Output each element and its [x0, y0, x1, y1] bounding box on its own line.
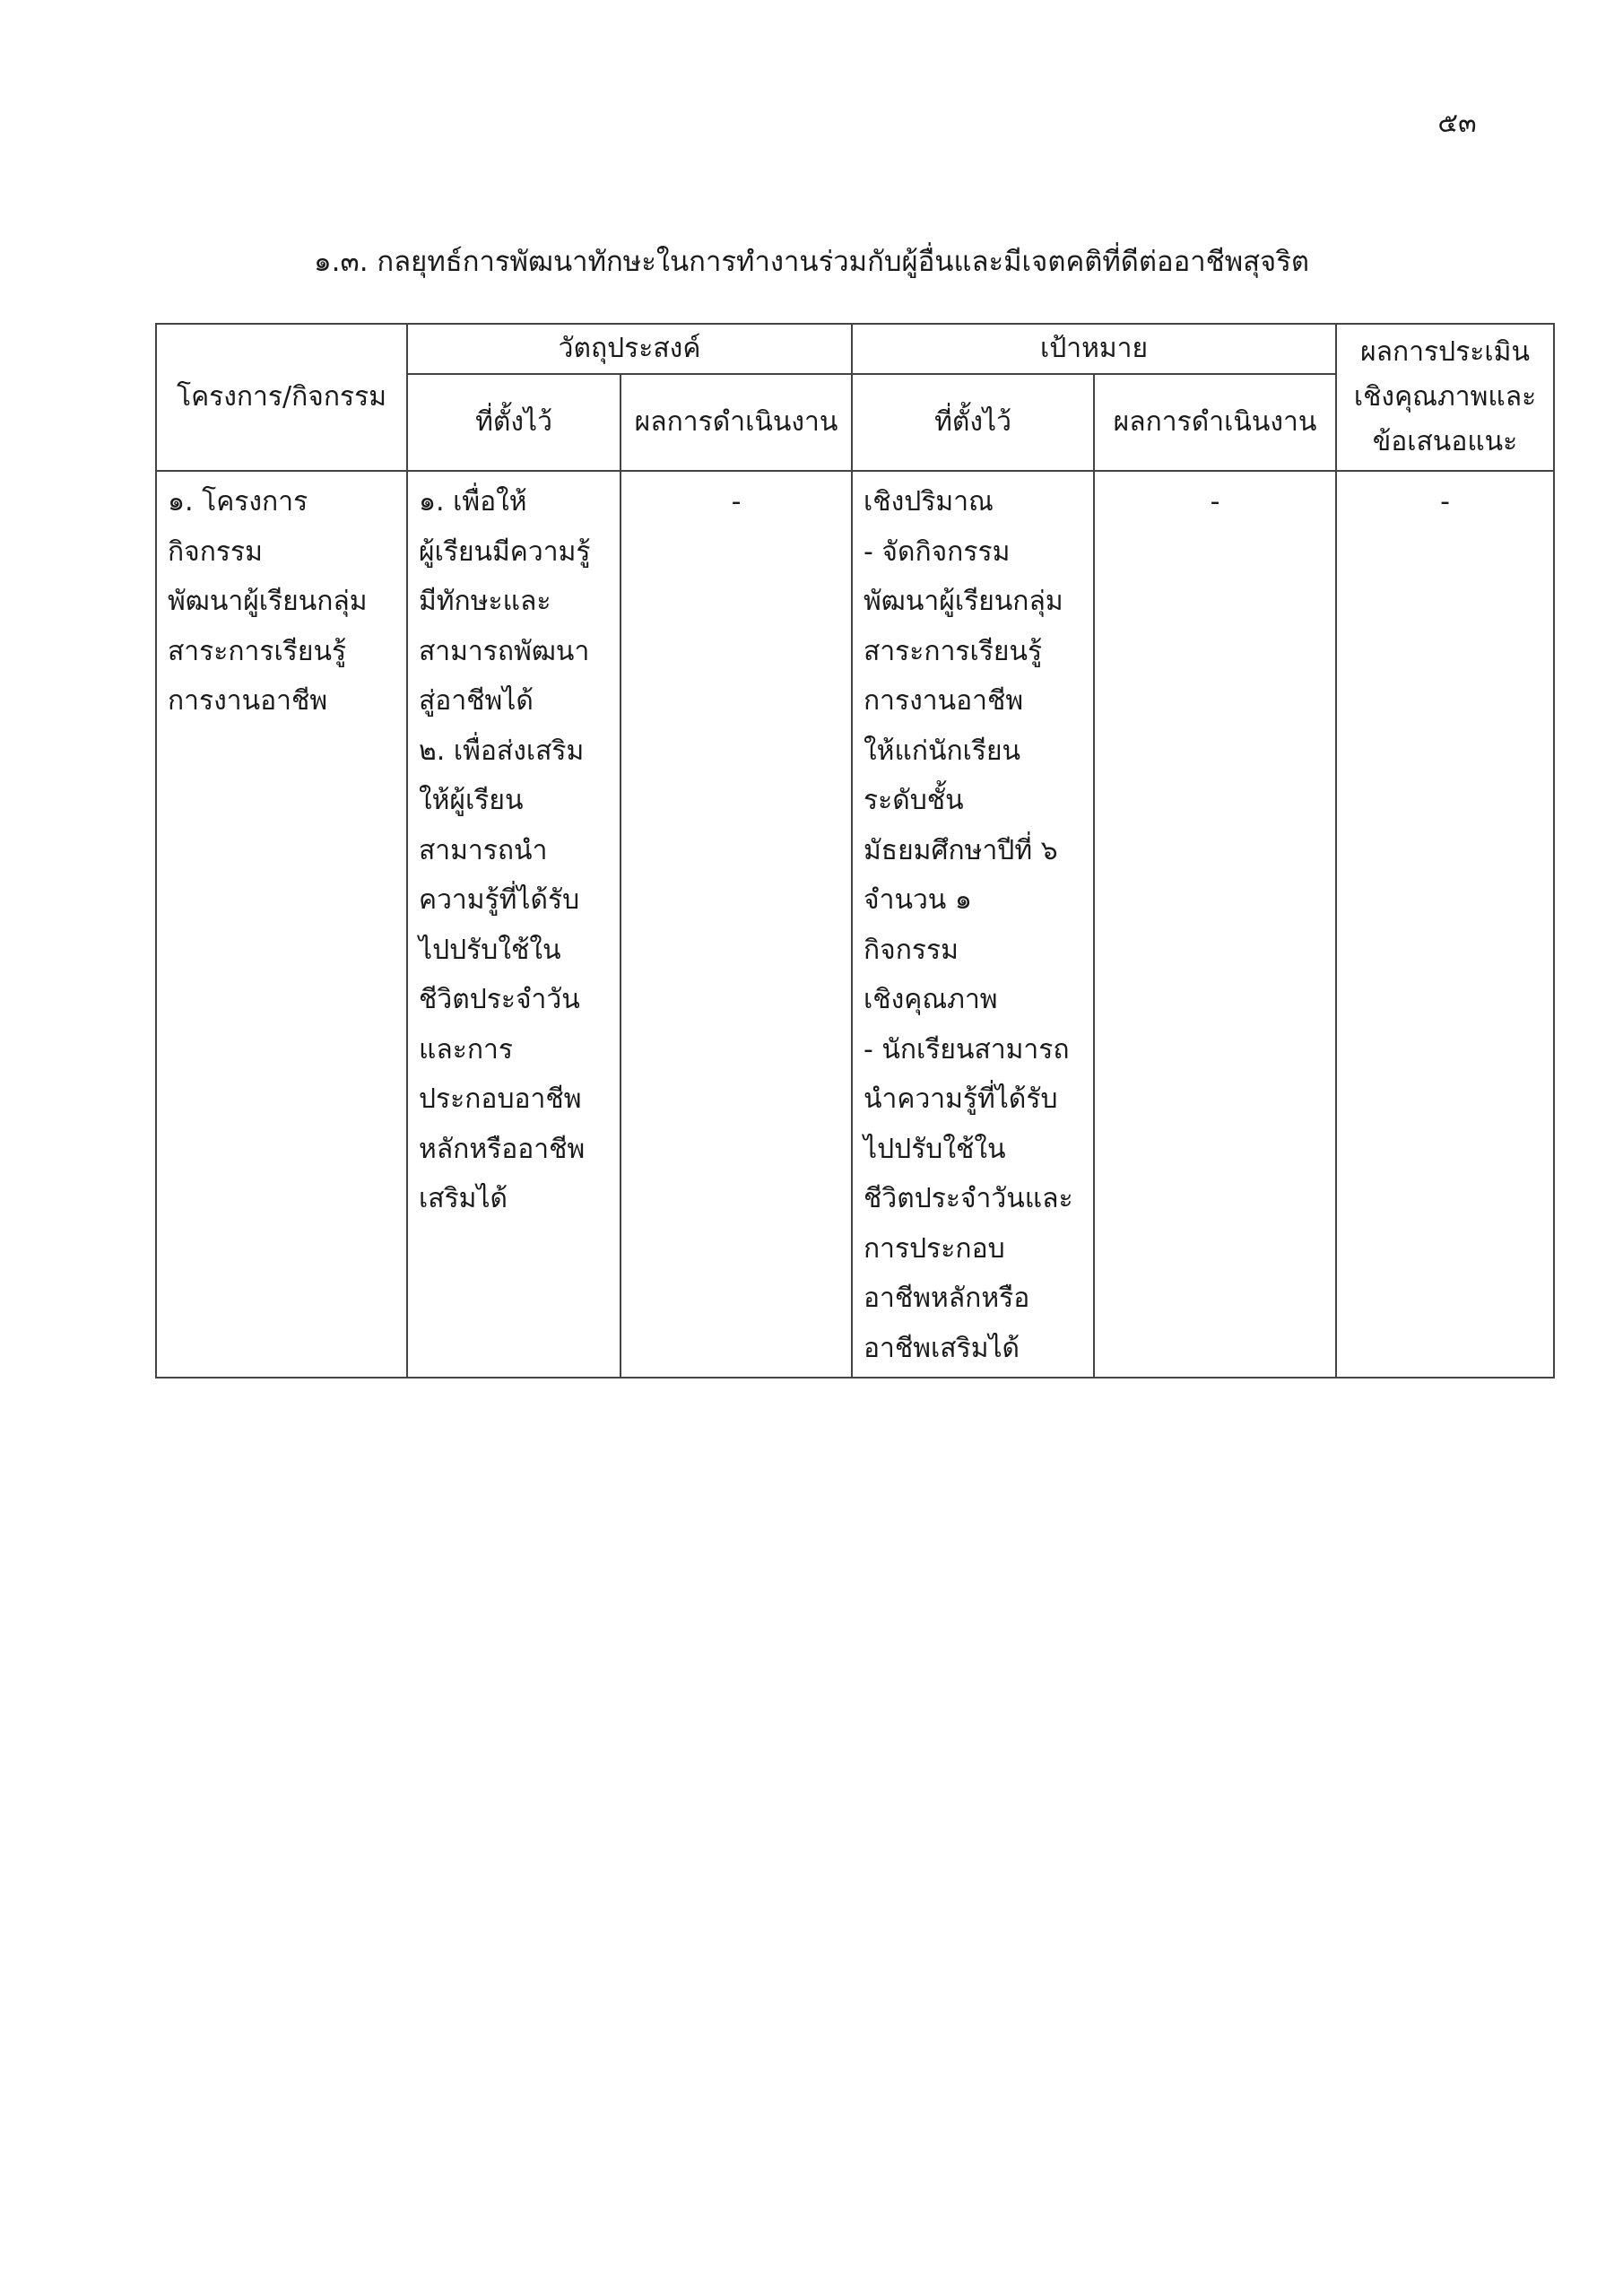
header-evaluation-line: เชิงคุณภาพและ [1353, 381, 1537, 413]
text-line: ชีวิตประจำวันและ [864, 1183, 1073, 1214]
header-evaluation [1336, 324, 1554, 471]
header-target: เป้าหมาย [852, 324, 1336, 374]
text-line: มีทักษะและ [419, 586, 551, 617]
text-line: กิจกรรม [168, 535, 263, 568]
text-line: มัธยมศึกษาปีที่ ๖ [864, 834, 1058, 866]
text-line: สามารถนำ [419, 834, 548, 866]
text-line: ระดับชั้น [864, 785, 964, 816]
cell-project [156, 471, 407, 1378]
cell-target-set [852, 471, 1094, 1378]
text-line: หลักหรืออาชีพ [419, 1133, 586, 1165]
text-line: อาชีพหลักหรือ [864, 1283, 1030, 1314]
header-target-set: ที่ตั้งไว้ [852, 374, 1094, 471]
header-objective: วัตถุประสงค์ [407, 324, 852, 374]
text-line: ผู้เรียนมีความรู้ [419, 535, 591, 568]
text-line: เชิงปริมาณ [864, 486, 994, 517]
text-line: สู่อาชีพได้ [419, 685, 534, 717]
text-line: การงานอาชีพ [168, 685, 328, 717]
text-line: พัฒนาผู้เรียนกลุ่ม [864, 586, 1063, 617]
text-line: ไปปรับใช้ใน [419, 934, 561, 966]
header-objective-result: ผลการดำเนินงาน [621, 374, 852, 471]
header-evaluation-line: ข้อเสนอแนะ [1372, 426, 1518, 457]
text-line: สามารถพัฒนา [419, 635, 590, 667]
text-line: ประกอบอาชีพ [419, 1083, 582, 1115]
text-line: และการ [419, 1033, 513, 1065]
text-line: จำนวน ๑ [864, 884, 972, 916]
strategy-table [155, 323, 1555, 1378]
page-number: ๕๓ [1437, 108, 1477, 139]
text-line: การประกอบ [864, 1232, 1005, 1265]
text-line: ๑. เพื่อให้ [419, 486, 527, 517]
text-line: ชีวิตประจำวัน [419, 984, 580, 1015]
text-line: - นักเรียนสามารถ [864, 1033, 1070, 1065]
text-line: ไปปรับใช้ใน [864, 1133, 1006, 1165]
text-line: ๑. โครงการ [168, 486, 308, 517]
header-target-result: ผลการดำเนินงาน [1094, 374, 1336, 471]
text-line: สาระการเรียนรู้ [168, 635, 347, 667]
text-line: นำความรู้ที่ได้รับ [864, 1083, 1058, 1115]
cell-evaluation [1336, 471, 1554, 1378]
empty-dash: - [1210, 486, 1220, 517]
cell-target-result [1094, 471, 1336, 1378]
text-line: - จัดกิจกรรม [864, 535, 1011, 568]
text-line: เสริมได้ [419, 1183, 508, 1214]
text-line: ๒. เพื่อส่งเสริม [419, 735, 585, 767]
text-line: ให้แก่นักเรียน [864, 735, 1021, 767]
text-line: อาชีพเสริมได้ [864, 1332, 1020, 1364]
empty-dash: - [731, 486, 742, 517]
header-row-main [156, 324, 1554, 374]
header-project: โครงการ/กิจกรรม [156, 324, 407, 471]
header-objective-set: ที่ตั้งไว้ [407, 374, 621, 471]
text-line: กิจกรรม [864, 934, 959, 966]
text-line: สาระการเรียนรู้ [864, 635, 1043, 667]
cell-objective-result [621, 471, 852, 1378]
cell-objective-set [407, 471, 621, 1378]
empty-dash: - [1440, 486, 1450, 517]
header-evaluation-line: ผลการประเมิน [1360, 336, 1530, 368]
text-line: พัฒนาผู้เรียนกลุ่ม [168, 586, 368, 617]
text-line: เชิงคุณภาพ [864, 984, 998, 1015]
text-line: ให้ผู้เรียน [419, 785, 524, 816]
text-line: การงานอาชีพ [864, 685, 1024, 717]
document-title: ๑.๓. กลยุทธ์การพัฒนาทักษะในการทำงานร่วมกับผู้อื่นและมีเจตคติที่ดีต่ออาชีพสุจริต [313, 246, 1310, 278]
text-line: ความรู้ที่ได้รับ [419, 884, 580, 916]
table-row [156, 471, 1554, 1378]
